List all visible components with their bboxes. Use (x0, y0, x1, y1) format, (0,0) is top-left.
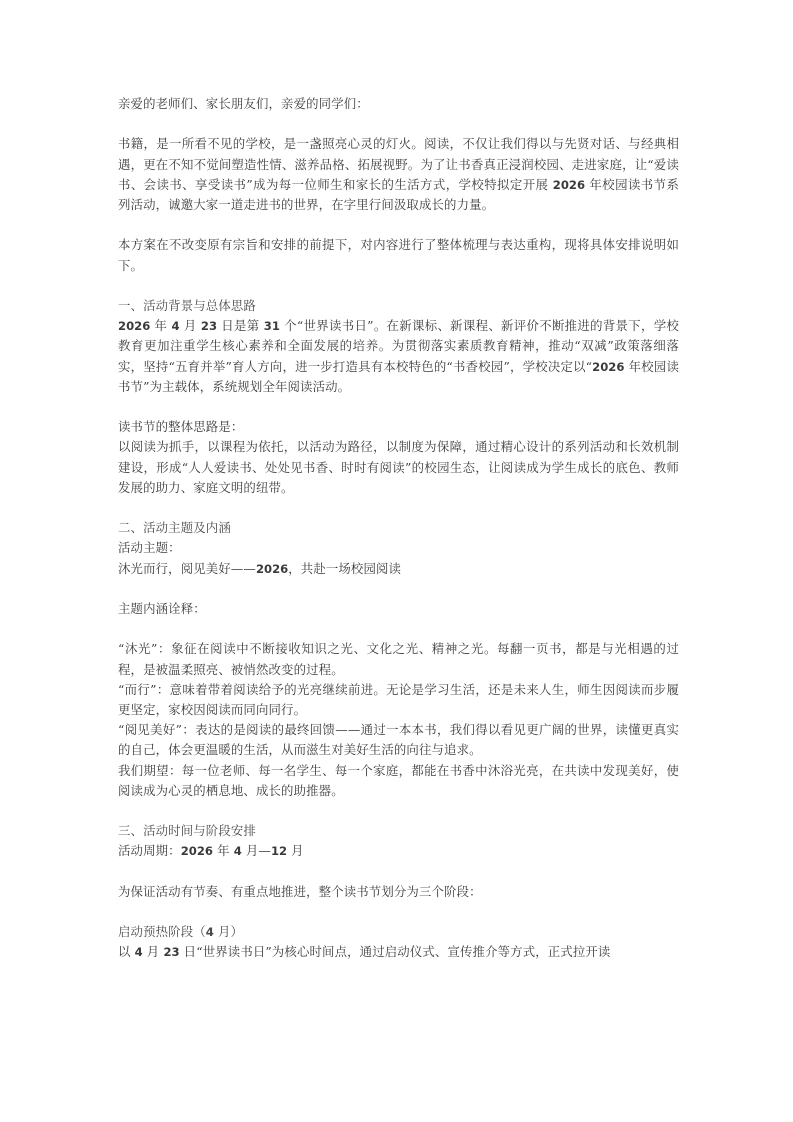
numeral-run: 4 (171, 319, 180, 334)
section-two-heading: 二、活动主题及内涵 (118, 520, 231, 536)
paragraph-spacer (118, 619, 679, 639)
salutation-line: 亲爱的老师们、家长朋友们，亲爱的同学们： (118, 96, 369, 111)
section-one-idea-label: 读书节的整体思路是： (118, 419, 244, 435)
paragraph-spacer (118, 579, 679, 599)
section-three-period: 活动周期：2026 年 4 月—12 月 (118, 843, 304, 859)
numeral-run: 2026 (180, 844, 213, 859)
paragraph-spacer (118, 498, 679, 518)
numeral-run: 4 (233, 844, 242, 859)
numeral-run: 2026 (255, 561, 289, 576)
section-two-item-2: “阅见美好”：表达的是阅读的最终回馈——通过一本本书，我们得以看见更广阔的世界，读懂更真实的自己，体会更温暖的生活，从而滋生对美好生活的向往与追求。 (118, 722, 679, 758)
numeral-run: 2026 (118, 319, 151, 334)
section-two-theme-label: 活动主题： (118, 540, 181, 556)
numeral-run: 23 (163, 945, 180, 960)
section-two-item-1: “而行”：意味着带着阅读给予的光亮继续前进。无论是学习生活，还是未来人生，师生因阅读而步履更坚定，家校因阅读而同向同行。 (118, 681, 679, 717)
section-two-theme-line: 沐光而行，阅见美好——2026，共赴一场校园阅读 (118, 560, 402, 576)
plan-note-paragraph: 本方案在不改变原有宗旨和安排的前提下，对内容进行了整体梳理与表达重构，现将具体安排说明如下。 (118, 237, 679, 273)
paragraph-spacer (118, 862, 679, 882)
paragraph-spacer (118, 276, 679, 296)
section-one-heading: 一、活动背景与总体思路 (118, 297, 256, 313)
numeral-run: 2026 (552, 177, 586, 192)
phase-one-heading: 启动预热阶段（4 月） (118, 924, 244, 940)
section-one-body: 2026 年 4 月 23 日是第 31 个“世界读书日”。在新课标、新课程、新评价不断推进的背景下，学校教育更加注重学生核心素养和全面发展的培养。为贯彻落实素质教育精神，推动“双减”政策落细落实，坚持“五育并举”育人方向，进一步打造具有本校特色的“书香校园”，学校决定以“2026 年校园读书节”为主载体，系统规划全年阅读活动。 (118, 318, 679, 394)
paragraph-spacer (118, 902, 679, 922)
paragraph-spacer (118, 114, 679, 134)
numeral-run: 31 (263, 319, 280, 334)
numeral-run: 2026 (592, 359, 625, 374)
paragraph-spacer (118, 397, 679, 417)
section-two-item-0: “沐光”：象征在阅读中不断接收知识之光、文化之光、精神之光。每翻一页书，都是与光相遇的过程，是被温柔照亮、被悄然改变的过程。 (118, 641, 679, 677)
section-two-connotation-label: 主题内涵诠释： (118, 600, 206, 616)
phase-one-body: 以 4 月 23 日“世界读书日”为核心时间点，通过启动仪式、宣传推介等方式，正式拉开读 (118, 944, 611, 960)
numeral-run: 4 (205, 925, 214, 940)
numeral-run: 12 (270, 844, 288, 859)
paragraph-spacer (118, 801, 679, 821)
numeral-run: 4 (134, 945, 143, 960)
section-three-note: 为保证活动有节奏、有重点地推进，整个读书节划分为三个阶段： (118, 883, 482, 899)
document-text-column (118, 94, 679, 963)
section-one-idea-body: 以阅读为抓手，以课程为依托，以活动为路径，以制度为保障，通过精心设计的系列活动和长效机制建设，形成“人人爱读书、处处见书香、时时有阅读”的校园生态，让阅读成为学生成长的底色、教师发展的助力、家庭文明的纽带。 (118, 439, 679, 495)
section-two-item-3: 我们期望：每一位老师、每一名学生、每一个家庭，都能在书香中沐浴光亮，在共读中发现美好，使阅读成为心灵的栖息地、成长的助推器。 (118, 762, 679, 798)
numeral-run: 23 (200, 319, 218, 334)
section-three-heading: 三、活动时间与阶段安排 (118, 823, 256, 839)
paragraph-spacer (118, 215, 679, 235)
intro-paragraph: 书籍，是一所看不见的学校，是一盏照亮心灵的灯火。阅读，不仅让我们得以与先贤对话、与经典相遇，更在不知不觉间塑造性情、滋养品格、拓展视野。为了让书香真正浸润校园、走进家庭，让“爱读书、会读书、享受读书”成为每一位师生和家长的生活方式，学校特拟定开展 2026 年校园读书节系列活动，诚邀大家一道走进书的世界，在字里行间汲取成长的力量。 (118, 136, 679, 212)
